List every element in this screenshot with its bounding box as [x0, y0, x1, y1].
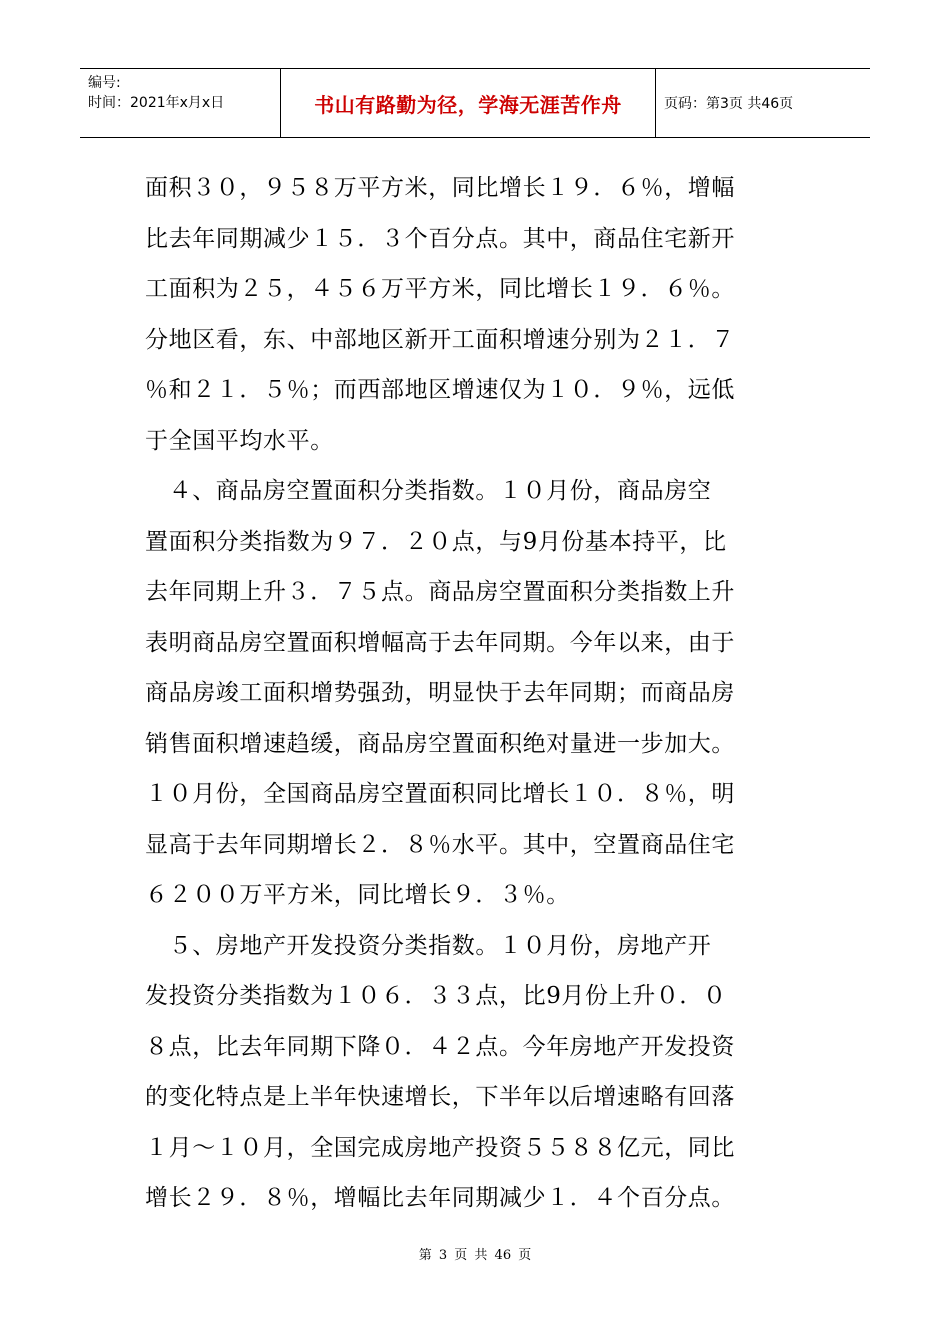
body-line: 增长２９．８％，增幅比去年同期减少１．４个百分点。	[145, 1185, 735, 1211]
body-line: 工面积为２５，４５６万平方米，同比增长１９．６％。	[145, 276, 735, 302]
body-line: 的变化特点是上半年快速增长，下半年以后增速略有回落	[145, 1084, 735, 1110]
header-meta	[80, 69, 281, 137]
page-header	[80, 68, 870, 138]
page-footer: 第 3 页 共 46 页	[418, 1248, 532, 1263]
document-body	[145, 163, 820, 1224]
body-line: 商品房竣工面积增势强劲，明显快于去年同期；而商品房	[145, 680, 735, 706]
body-line: 面积３０，９５８万平方米，同比增长１９．６％，增幅	[145, 175, 735, 201]
body-line: 于全国平均水平。	[145, 427, 334, 454]
header-page-info: 页码：第3页 共46页	[664, 96, 794, 112]
body-line: 发投资分类指数为１０６．３３点，比9月份上升０．０	[145, 983, 727, 1009]
body-line: ％和２１．５％；而西部地区增速仅为１０．９％，远低	[145, 377, 735, 403]
body-line: １月～１０月，全国完成房地产投资５５８８亿元，同比	[145, 1134, 735, 1161]
body-line: 去年同期上升３．７５点。商品房空置面积分类指数上升	[145, 579, 735, 605]
body-line: ８点，比去年同期下降０．４２点。今年房地产开发投资	[145, 1033, 735, 1060]
body-line: ４、商品房空置面积分类指数。１０月份，商品房空	[145, 478, 712, 504]
body-line: 比去年同期减少１５．３个百分点。其中，商品住宅新开	[145, 225, 735, 252]
document-time-label: 时间：2021年x月x日	[88, 95, 225, 111]
header-motto: 书山有路勤为径，学海无涯苦作舟	[281, 69, 656, 137]
document-number-label: 编号:	[88, 75, 121, 91]
body-line: ６２００万平方米，同比增长９．３％。	[145, 882, 570, 908]
body-line: 销售面积增速趋缓，商品房空置面积绝对量进一步加大。	[145, 730, 735, 757]
body-line: 表明商品房空置面积增幅高于去年同期。今年以来，由于	[145, 629, 735, 656]
body-line: 显高于去年同期增长２．８％水平。其中，空置商品住宅	[145, 831, 735, 858]
body-line: ５、房地产开发投资分类指数。１０月份，房地产开	[145, 932, 712, 959]
body-line: １０月份，全国商品房空置面积同比增长１０．８％，明	[145, 781, 735, 807]
body-line: 分地区看，东、中部地区新开工面积增速分别为２１．７	[145, 326, 735, 353]
body-line: 置面积分类指数为９７．２０点，与9月份基本持平，比	[145, 528, 727, 555]
